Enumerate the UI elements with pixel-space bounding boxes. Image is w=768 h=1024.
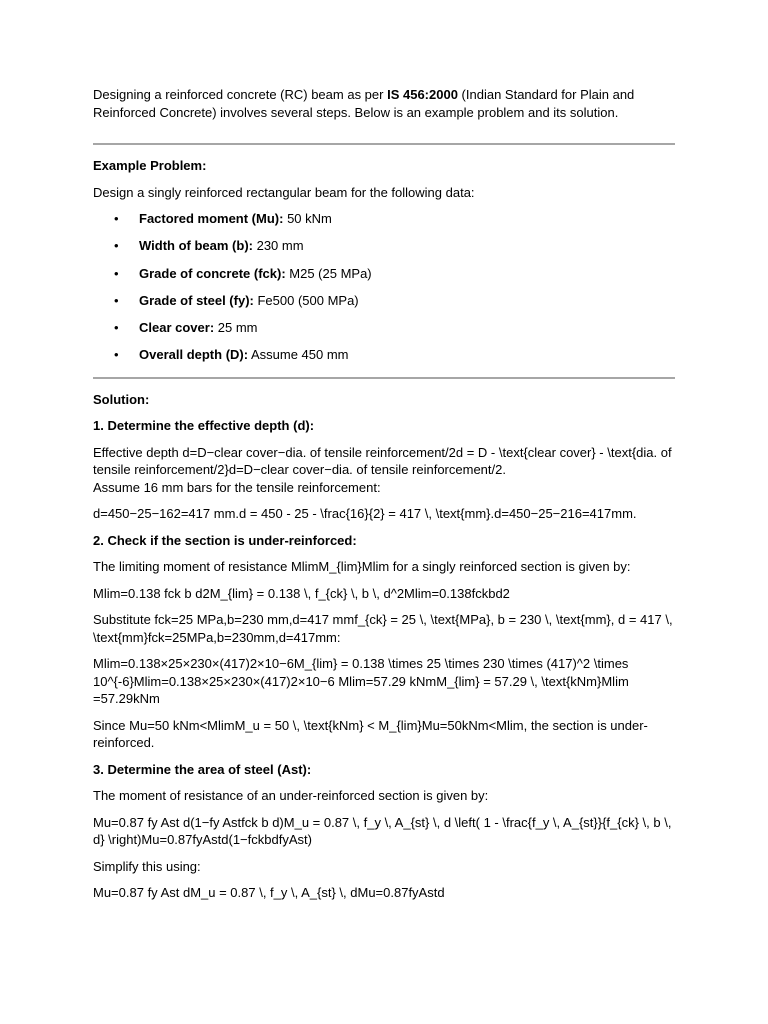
item-value: 230 mm [252,238,304,254]
standard-name: IS 456:2000 [387,87,458,102]
step-3-heading: 3. Determine the area of steel (Ast): [93,761,312,777]
step-1-equation: d=450−25−162=417 mm.d = 450 - 25 - \frac{16}{2} = 417 \, \text{mm}.d=450−25−216=417mm. [93,506,637,522]
intro-text-after: (Indian Standard for Plain and Reinforced Concrete) involves several steps. Below is an example problem and its solution. [93,87,635,120]
list-item [93,346,683,364]
step-3-simplify: Simplify this using: [93,858,201,874]
input-data-list [93,210,683,364]
bullet-icon: • [114,238,119,254]
example-heading: Example Problem: [93,158,207,173]
step-2-substitution: Substitute fck=25 MPa,b=230 mm,d=417 mmf_{ck} = 25 \, \text{MPa}, b = 230 \, \text{mm}, d = 417 \, \text{mm}fck=25MPa,b=230mm,d=417mm: [93,612,673,645]
step-1-assumption: Assume 16 mm bars for the tensile reinforcement: [93,479,381,495]
step-1-heading: 1. Determine the effective depth (d): [93,418,315,434]
item-value: Fe500 (500 MPa) [253,292,359,308]
step-2-calculation: Mlim=0.138×25×230×(417)2×10−6M_{lim} = 0.138 \times 25 \times 230 \times (417)^2 \times 10^{-6}Mlim=0.138×25×230×(417)2×10−6 Mlim=57.29 kNmM_{lim} = 57.29 \, \text{kNm}Mlim =57.29kNm [93,656,629,707]
intro-text-before: Designing a reinforced concrete (RC) beam as per [93,87,388,102]
bullet-icon: • [114,265,119,281]
step-1-text: Effective depth d=D−clear cover−dia. of tensile reinforcement/2d = D - \text{clear cover} - \text{dia. of tensile reinforcement/2}d=D−clear cover−dia. of tensile reinforcement/2. [93,444,672,478]
item-value: 25 mm [214,320,258,336]
list-item [93,292,683,310]
item-label: Overall depth (D): [139,347,249,363]
list-item [93,265,683,283]
bullet-icon: • [114,292,119,308]
list-item [93,210,683,228]
item-label: Grade of concrete (fck): [139,265,286,281]
step-3-equation: Mu=0.87 fy Ast d(1−fy Astfck b d)M_u = 0.87 \, f_y \, A_{st} \, d \left( 1 - \frac{f_y \, A_{st}}{f_{ck} \, b \, d} \right)Mu=0.87fyAstd(1−fckbdfyAst) [93,814,672,848]
item-value: M25 (25 MPa) [285,265,372,281]
item-label: Grade of steel (fy): [139,292,254,308]
item-label: Factored moment (Mu): [139,211,284,226]
intro-paragraph [93,86,683,121]
bullet-icon: • [114,347,119,363]
bullet-icon: • [114,211,119,226]
step-2-paragraph: The limiting moment of resistance MlimM_{lim}Mlim for a singly reinforced section is given by: [93,559,631,575]
list-item [93,237,683,255]
horizontal-rule [93,377,675,379]
horizontal-rule [93,143,675,145]
example-lead: Design a singly reinforced rectangular beam for the following data: [93,184,475,200]
solution-heading: Solution: [93,391,150,407]
document-page [93,86,683,902]
step-1-paragraph [93,444,683,497]
step-2-heading: 2. Check if the section is under-reinforced: [93,532,357,548]
step-3-simplified-equation: Mu=0.87 fy Ast dM_u = 0.87 \, f_y \, A_{st} \, dMu=0.87fyAstd [93,885,445,901]
item-label: Clear cover: [139,320,215,336]
list-item [93,319,683,337]
step-3-paragraph: The moment of resistance of an under-reinforced section is given by: [93,788,489,804]
step-2-conclusion: Since Mu=50 kNm<MlimM_u = 50 \, \text{kNm} < M_{lim}Mu=50kNm<Mlim, the section is under-reinforced. [93,717,648,751]
item-value: Assume 450 mm [248,347,349,363]
bullet-icon: • [114,320,119,336]
step-2-equation: Mlim=0.138 fck b d2M_{lim} = 0.138 \, f_{ck} \, b \, d^2Mlim=0.138fckbd2 [93,585,510,601]
item-label: Width of beam (b): [139,238,253,254]
item-value: 50 kNm [283,211,332,226]
